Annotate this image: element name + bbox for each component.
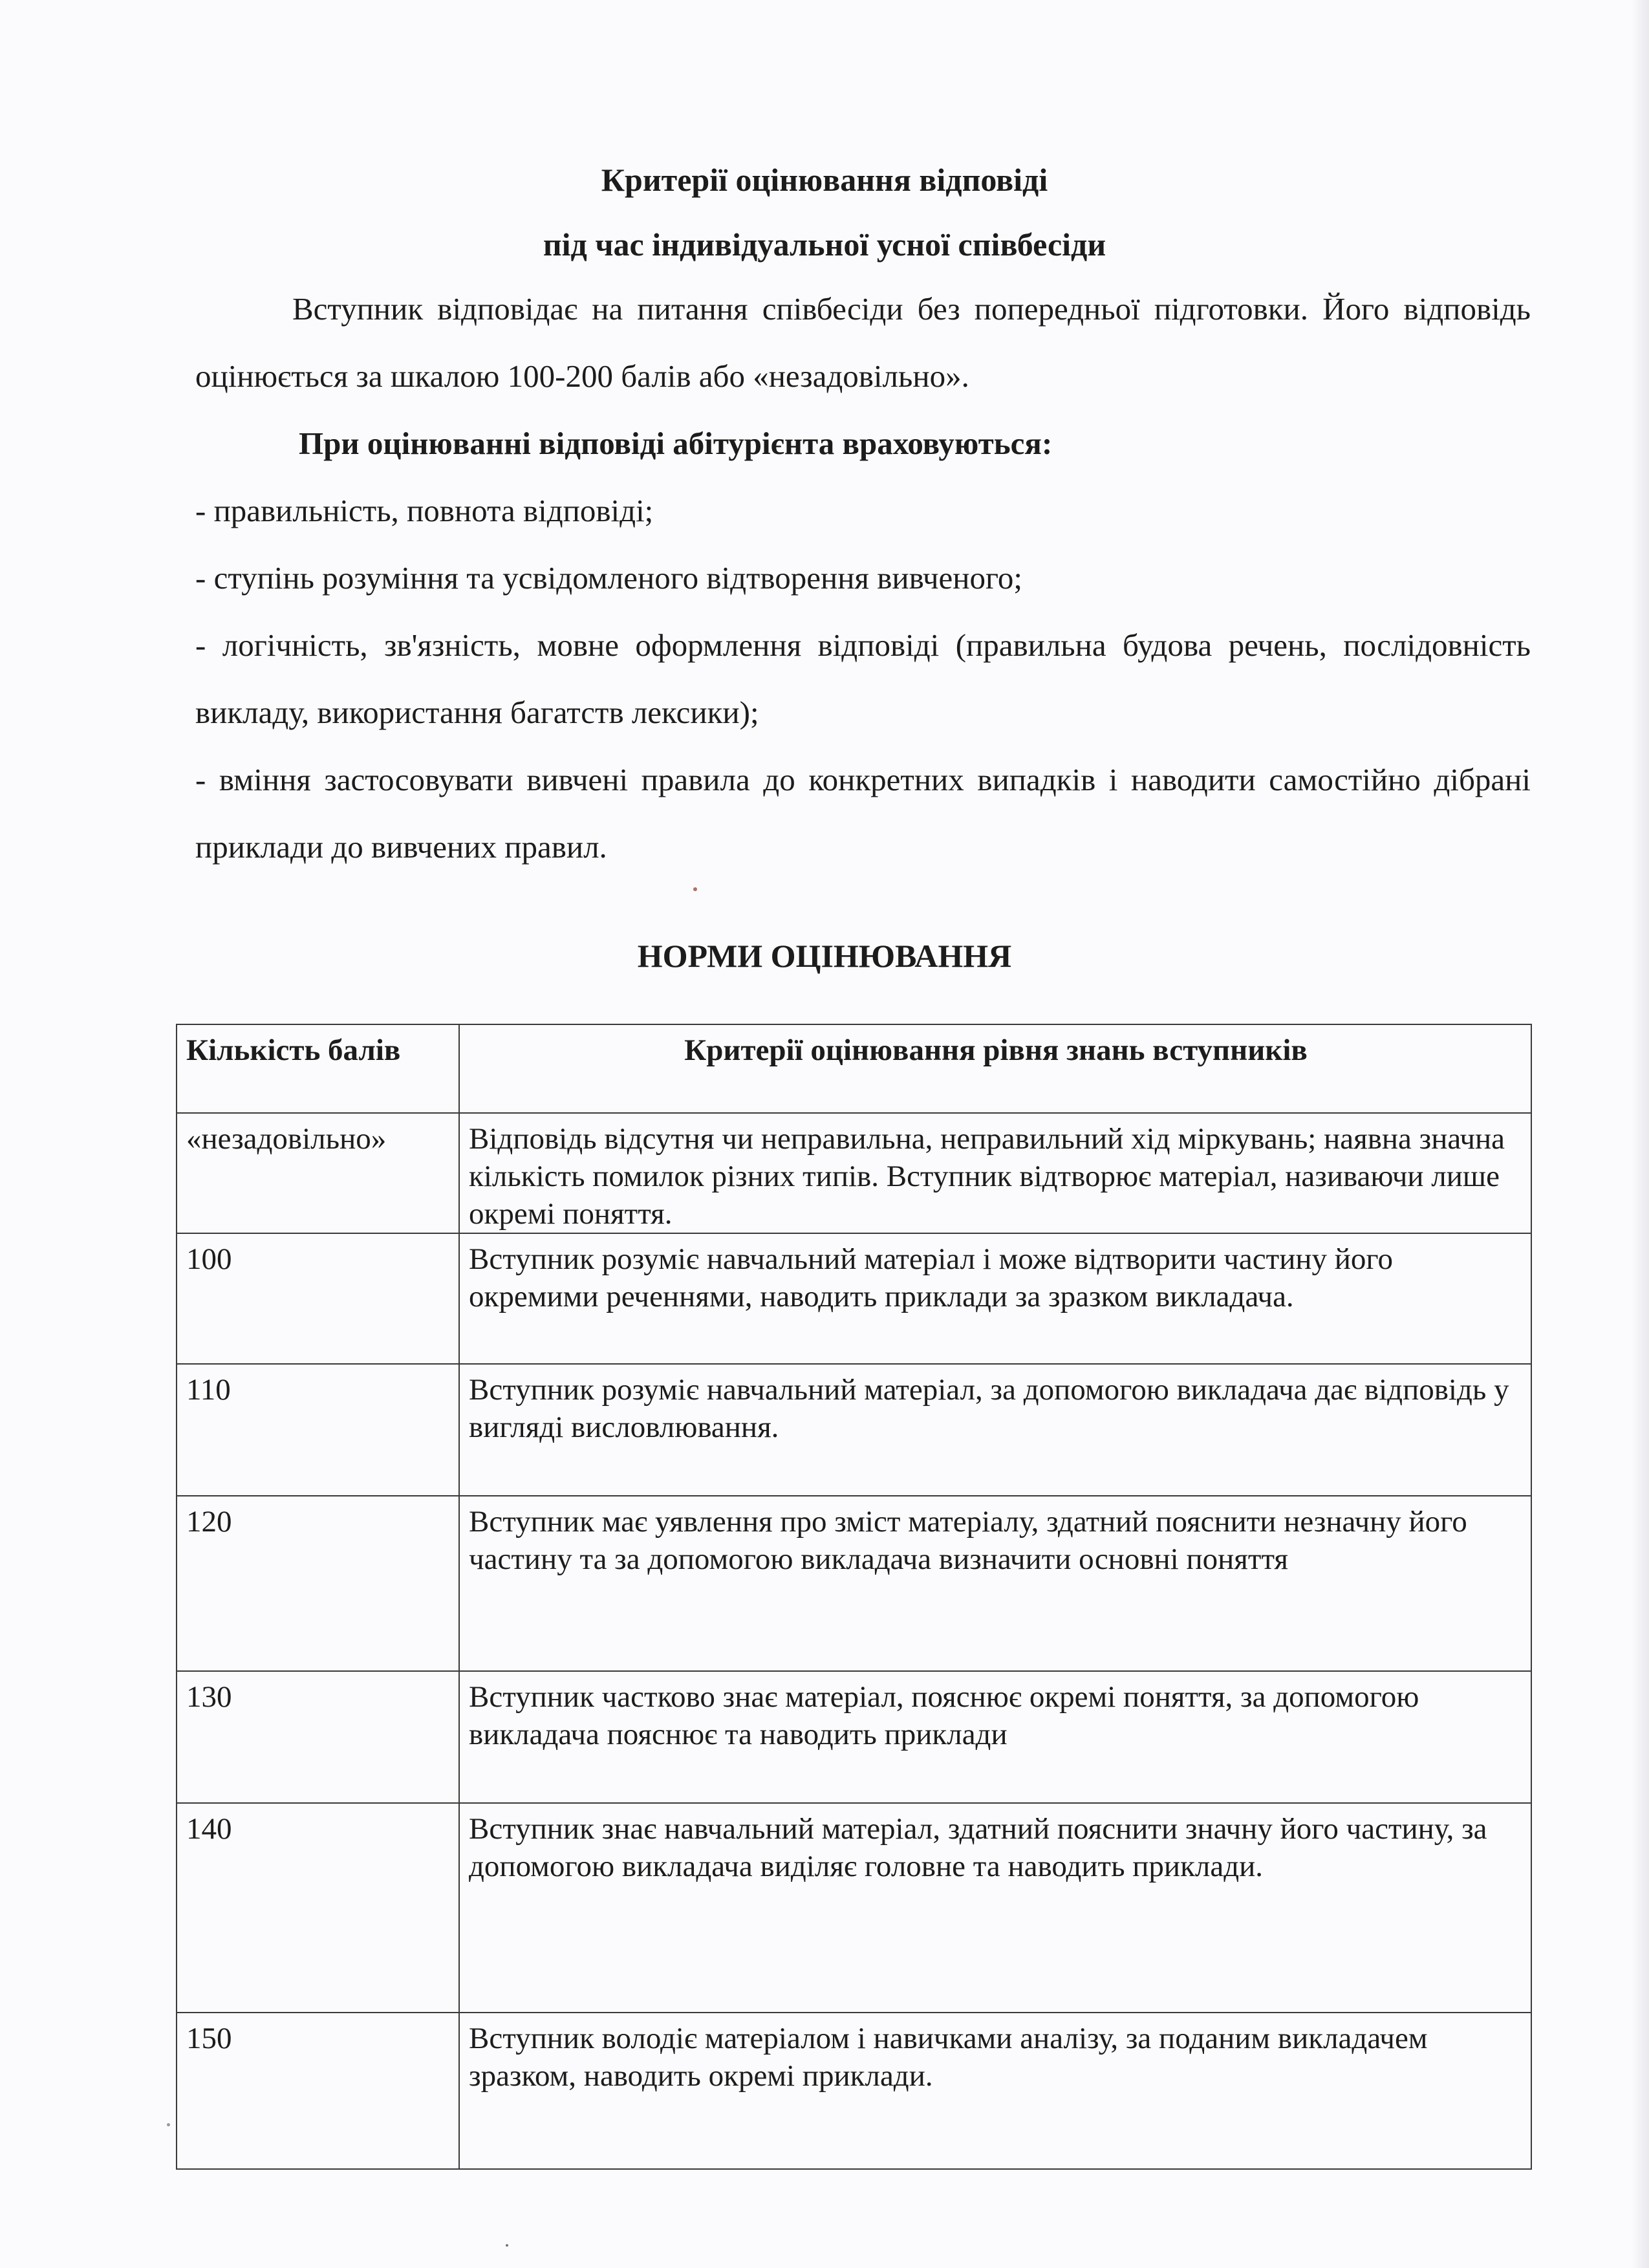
table-row xyxy=(177,2013,1531,2169)
criteria-list-item: - ступінь розуміння та усвідомленого відтворення вивченого; xyxy=(195,560,1022,596)
document-title-line2: під час індивідуальної усної співбесіди xyxy=(543,226,1106,263)
table-row xyxy=(177,1364,1531,1496)
scan-edge-shadow xyxy=(1631,0,1649,2268)
table-row xyxy=(177,1496,1531,1671)
score-cell: «незадовільно» xyxy=(177,1113,459,1233)
score-column-header: Кількість балів xyxy=(177,1024,459,1113)
document-title-line1: Критерії оцінювання відповіді xyxy=(601,162,1048,198)
criteria-list-item: - вміння застосовувати вивчені правила до конкретних випадків і наводити самостійно дібрані приклади до вивчених правил. xyxy=(195,762,1531,865)
criteria-cell: Вступник володіє матеріалом і навичками аналізу, за поданим викладачем зразком, наводить окремі приклади. xyxy=(459,2013,1531,2169)
norms-heading: НОРМИ ОЦІНЮВАННЯ xyxy=(637,938,1012,974)
criteria-cell: Вступник має уявлення про зміст матеріалу, здатний пояснити незначну його частину та за допомогою викладача визначити основні поняття xyxy=(459,1496,1531,1671)
scan-speck xyxy=(506,2244,508,2247)
table-header-row xyxy=(177,1024,1531,1113)
table-row xyxy=(177,1113,1531,1233)
score-cell: 120 xyxy=(177,1496,459,1671)
criteria-cell: Відповідь відсутня чи неправильна, неправильний хід міркувань; наявна значна кількість помилок різних типів. Вступник відтворює матеріал, називаючи лише окремі поняття. xyxy=(459,1113,1531,1233)
criteria-cell: Вступник розуміє навчальний матеріал, за допомогою викладача дає відповідь у вигляді висловлювання. xyxy=(459,1364,1531,1496)
criteria-cell: Вступник знає навчальний матеріал, здатний пояснити значну його частину, за допомогою викладача виділяє головне та наводить приклади. xyxy=(459,1803,1531,2013)
intro-paragraph: Вступник відповідає на питання співбесіди без попередньої підготовки. Його відповідь оцінюється за шкалою 100-200 балів або «незадовільно». xyxy=(195,291,1531,394)
criteria-list-item: - правильність, повнота відповіді; xyxy=(195,493,654,528)
criteria-cell: Вступник частково знає матеріал, пояснює окремі поняття, за допомогою викладача пояснює та наводить приклади xyxy=(459,1671,1531,1803)
criteria-cell: Вступник розуміє навчальний матеріал і може відтворити частину його окремими реченнями, наводить приклади за зразком викладача. xyxy=(459,1233,1531,1364)
score-cell: 150 xyxy=(177,2013,459,2169)
score-cell: 130 xyxy=(177,1671,459,1803)
considered-heading: При оцінюванні відповіді абітурієнта враховуються: xyxy=(299,426,1053,461)
table-row xyxy=(177,1803,1531,2013)
table-row xyxy=(177,1233,1531,1364)
scan-speck xyxy=(693,887,697,891)
criteria-list-item: - логічність, зв'язність, мовне оформлення відповіді (правильна будова речень, послідовність викладу, використання багатств лексики); xyxy=(195,627,1531,730)
score-cell: 110 xyxy=(177,1364,459,1496)
criteria-column-header: Критерії оцінювання рівня знань вступників xyxy=(459,1024,1531,1113)
table-row xyxy=(177,1671,1531,1803)
grading-norms-table xyxy=(176,1024,1532,2170)
score-cell: 140 xyxy=(177,1803,459,2013)
scan-speck xyxy=(167,2123,170,2126)
score-cell: 100 xyxy=(177,1233,459,1364)
